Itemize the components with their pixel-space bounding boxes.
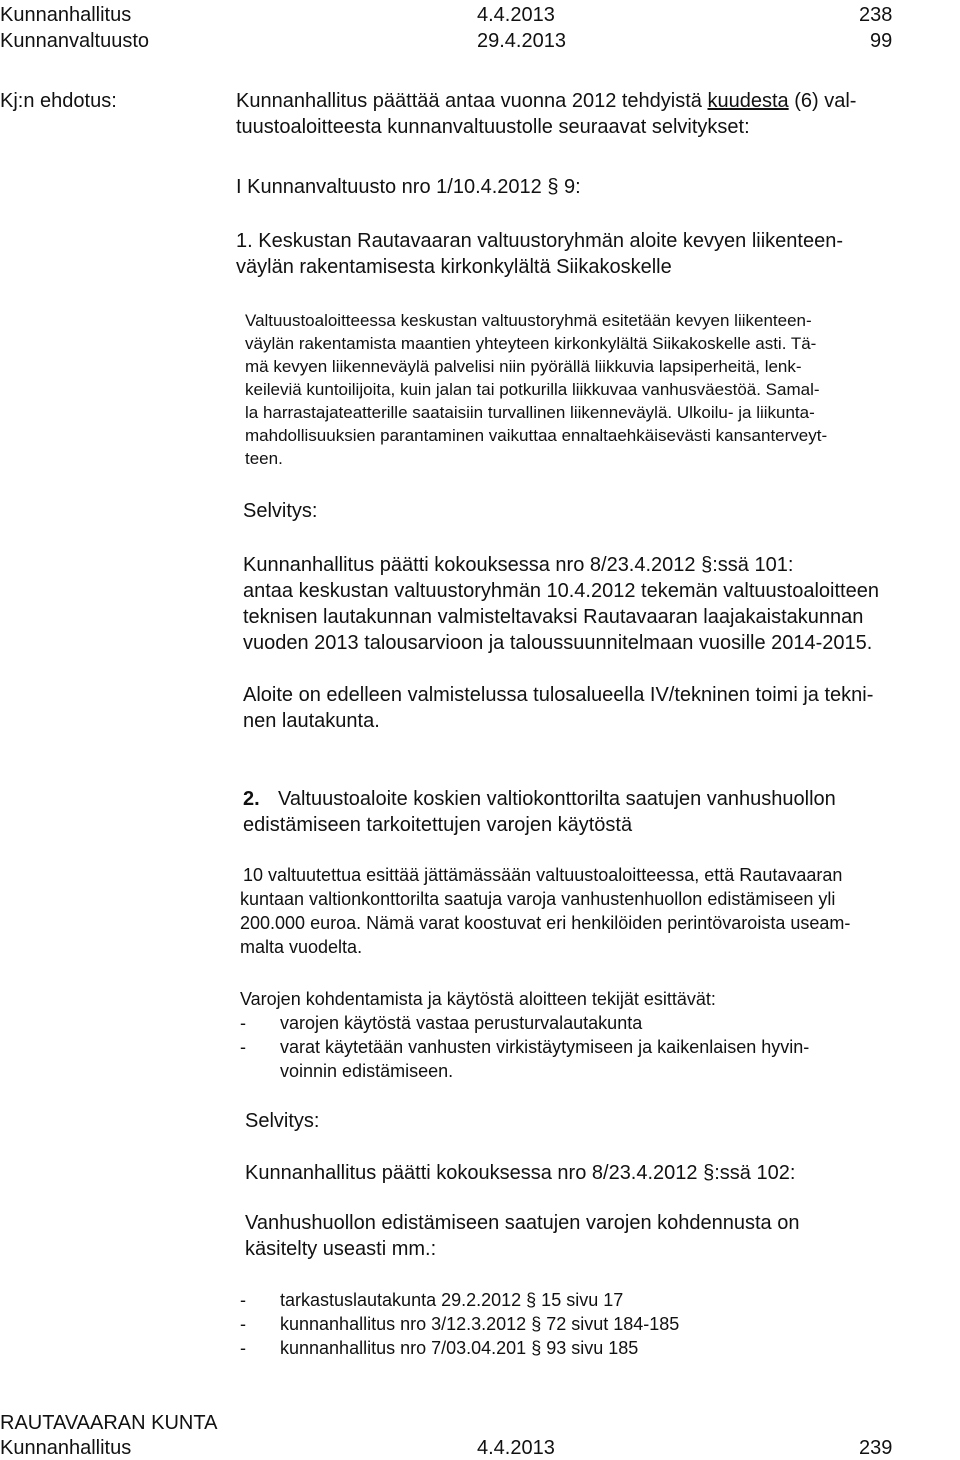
item2-body-line: 200.000 euroa. Nämä varat koostuvat eri henkilöiden perintövaroista useam- — [240, 913, 851, 933]
list-dash: - — [240, 1037, 246, 1057]
proposal-underlined-word: kuudesta — [707, 90, 789, 112]
allocation-item-text: varojen käytöstä vastaa perusturvalautakunta — [280, 1013, 643, 1033]
reference-list-item — [240, 1288, 623, 1312]
item2-body-line: 10 valtuutettua esittää jättämässään valtuustoaloitteessa, että Rautavaaran — [243, 865, 843, 885]
item2-handled-line: Vanhushuollon edistämiseen saatujen varojen kohdennusta on — [245, 1212, 800, 1234]
item2-handled-line: käsitelty useasti mm.: — [245, 1238, 437, 1260]
footer-body: Kunnanhallitus — [0, 1437, 132, 1459]
item1-selvitys-label: Selvitys: — [243, 500, 318, 522]
item1-decision-line: vuoden 2013 talousarvioon ja taloussuunnitelmaan vuosille 2014-2015. — [243, 632, 873, 654]
item1-body-line: Valtuustoaloitteessa keskustan valtuustoryhmä esitetään kevyen liikenteen- — [245, 311, 812, 330]
item1-body-line: mä kevyen liikenneväylä palvelisi niin pyörällä liikkuvia lapsiperheitä, lenk- — [245, 357, 802, 376]
reference-list-item — [240, 1312, 679, 1336]
list-dash: - — [240, 1314, 246, 1334]
item2-title-line-1: Valtuustoaloite koskien valtiokonttorilta saatujen vanhushuollon — [278, 788, 836, 810]
item1-body-line: teen. — [245, 449, 283, 468]
item1-decision-line: antaa keskustan valtuustoryhmän 10.4.2012 tekemän valtuustoaloitteen — [243, 580, 879, 602]
proposal-line-1-pre: Kunnanhallitus päättää antaa vuonna 2012 tehdyistä — [236, 90, 708, 112]
item2-title-line-2: edistämiseen tarkoitettujen varojen käytöstä — [243, 814, 633, 836]
item2-allocation-intro: Varojen kohdentamista ja käytöstä aloitteen tekijät esittävät: — [240, 989, 716, 1009]
header-page-1: 238 — [859, 4, 893, 26]
item2-number: 2. — [243, 788, 260, 810]
item1-body-line: mahdollisuuksien parantaminen vaikuttaa ennaltaehkäisevästi kansanterveyt- — [245, 426, 828, 445]
header-body-1: Kunnanhallitus — [0, 4, 132, 26]
footer-org: RAUTAVAARAN KUNTA — [0, 1412, 218, 1434]
reference-list-item — [240, 1336, 638, 1360]
item1-status-line: Aloite on edelleen valmistelussa tulosalueella IV/tekninen toimi ja tekni- — [243, 684, 874, 706]
allocation-list-item — [240, 1035, 809, 1059]
proposal-label: Kj:n ehdotus: — [0, 90, 117, 112]
item1-body-line: la harrastajateatterille saataisiin turvallinen liikenneväylä. Ulkoilu- ja liikunta- — [245, 403, 815, 422]
reference-text: kunnanhallitus nro 3/12.3.2012 § 72 sivut 184-185 — [280, 1314, 680, 1334]
reference-text: tarkastuslautakunta 29.2.2012 § 15 sivu 17 — [280, 1290, 624, 1310]
item1-decision-line: teknisen lautakunnan valmisteltavaksi Rautavaaran laajakaistakunnan — [243, 606, 864, 628]
proposal-line-2: tuustoaloitteesta kunnanvaltuustolle seuraavat selvitykset: — [236, 116, 750, 138]
footer-date: 4.4.2013 — [477, 1437, 555, 1459]
item1-decision-line: Kunnanhallitus päätti kokouksessa nro 8/23.4.2012 §:ssä 101: — [243, 554, 794, 576]
item1-title-line-2: väylän rakentamisesta kirkonkylältä Siikakoskelle — [236, 256, 672, 278]
list-dash: - — [240, 1013, 246, 1033]
allocation-item-text: varat käytetään vanhusten virkistäytymiseen ja kaikenlaisen hyvin- — [280, 1037, 810, 1057]
item2-selvitys-label: Selvitys: — [245, 1110, 320, 1132]
footer-page: 239 — [859, 1437, 893, 1459]
header-page-2: 99 — [870, 30, 893, 52]
header-date-2: 29.4.2013 — [477, 30, 566, 52]
item2-body-line: kuntaan valtionkonttorilta saatuja varoja vanhustenhuollon edistämiseen yli — [240, 889, 836, 909]
item2-body-line: malta vuodelta. — [240, 937, 363, 957]
list-dash: - — [240, 1338, 246, 1358]
proposal-line-1 — [236, 88, 856, 114]
allocation-list-item — [240, 1011, 642, 1035]
proposal-line-1-post: (6) val- — [788, 90, 857, 112]
item1-body-line: väylän rakentamista maantien yhteyteen kirkonkylältä Siikakoskelle asti. Tä- — [245, 334, 817, 353]
list-dash: - — [240, 1290, 246, 1310]
header-body-2: Kunnanvaltuusto — [0, 30, 150, 52]
allocation-item-continuation: voinnin edistämiseen. — [280, 1061, 454, 1081]
header-date-1: 4.4.2013 — [477, 4, 555, 26]
item1-body-line: keileviä kuntoilijoita, kuin jalan tai potkurilla liikkuvaa vanhusväestöä. Samal- — [245, 380, 820, 399]
reference-text: kunnanhallitus nro 7/03.04.201 § 93 sivu 185 — [280, 1338, 639, 1358]
item2-decision: Kunnanhallitus päätti kokouksessa nro 8/23.4.2012 §:ssä 102: — [245, 1162, 796, 1184]
item1-status-line: nen lautakunta. — [243, 710, 380, 732]
item1-title-line-1: 1. Keskustan Rautavaaran valtuustoryhmän aloite kevyen liikenteen- — [236, 230, 844, 252]
section-reference: I Kunnanvaltuusto nro 1/10.4.2012 § 9: — [236, 176, 581, 198]
